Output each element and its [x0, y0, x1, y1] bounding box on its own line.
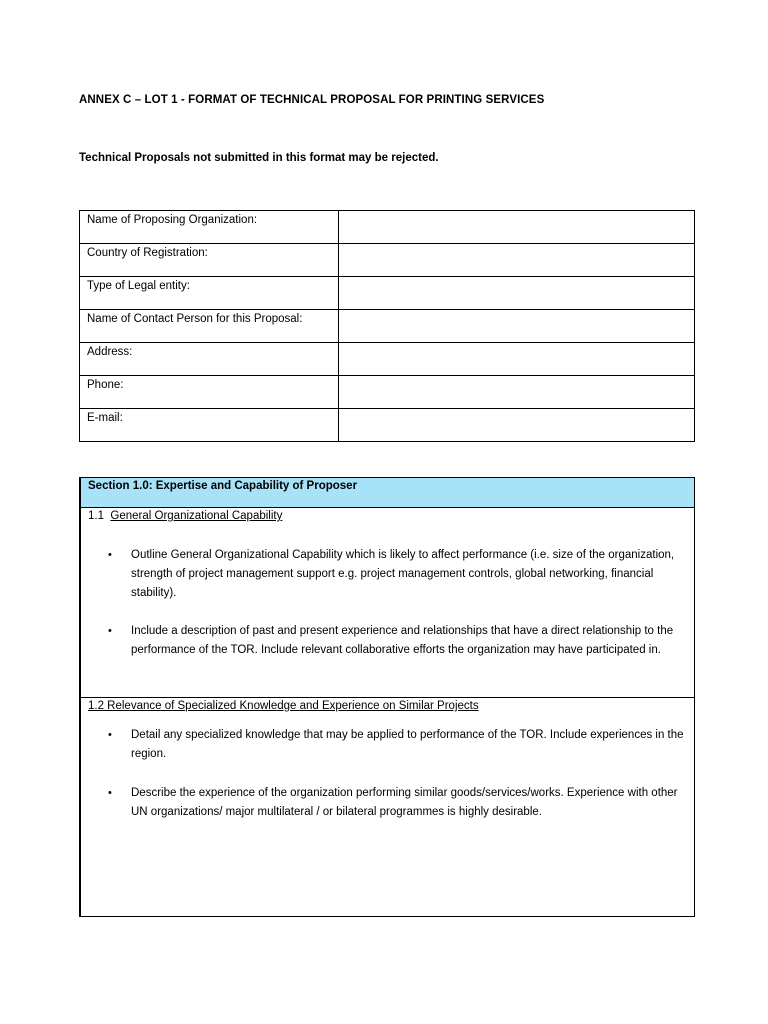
field-label-address: Address:: [80, 343, 339, 376]
document-title: ANNEX C – LOT 1 - FORMAT OF TECHNICAL PROPOSAL FOR PRINTING SERVICES: [79, 94, 545, 106]
table-row: [80, 343, 695, 376]
list-item: • Detail any specialized knowledge that may be applied to performance of the TOR. Include experiences in the region.: [81, 726, 694, 764]
specialized-knowledge-subsection: [81, 698, 694, 818]
field-label-email: E-mail:: [80, 409, 339, 442]
subsection-title: General Organizational Capability: [110, 510, 283, 522]
field-label-contact-person: Name of Contact Person for this Proposal:: [80, 310, 339, 343]
subsection-number: 1.1: [88, 510, 104, 522]
phone-field[interactable]: [339, 376, 694, 404]
list-item: • Include a description of past and present experience and relationships that have a direct relationship to the performance of the TOR. Include relevant collaborative efforts the organization may have participated in.: [81, 622, 694, 660]
knowledge-bullet-list: [81, 726, 694, 764]
list-item: • Outline General Organizational Capability which is likely to affect performance (i.e. size of the organization, strength of project management support e.g. project management controls, global networking, financial stability).: [81, 546, 694, 603]
organization-info-table: [79, 210, 695, 442]
organization-name-field[interactable]: [339, 211, 694, 239]
field-label-legal-entity: Type of Legal entity:: [80, 277, 339, 310]
email-field[interactable]: [339, 409, 694, 437]
section-heading: Section 1.0: Expertise and Capability of Proposer: [81, 478, 694, 508]
table-row: [80, 211, 695, 244]
capability-bullet-list-2: [81, 622, 694, 660]
knowledge-bullet-list-2: [81, 784, 694, 822]
table-row: [80, 409, 695, 442]
country-field[interactable]: [339, 244, 694, 272]
list-item: • Describe the experience of the organization performing similar goods/services/works. Experience with other UN organizations/ major multilateral / or bilateral programmes is highly desirable.: [81, 784, 694, 822]
field-label-phone: Phone:: [80, 376, 339, 409]
general-capability-subsection: [81, 508, 694, 698]
table-row: [80, 244, 695, 277]
field-label-country: Country of Registration:: [80, 244, 339, 277]
address-field[interactable]: [339, 343, 694, 371]
table-row: [80, 277, 695, 310]
table-row: [80, 310, 695, 343]
table-row: [80, 376, 695, 409]
legal-entity-field[interactable]: [339, 277, 694, 305]
field-label-organization: Name of Proposing Organization:: [80, 211, 339, 244]
bullet-icon: •: [108, 549, 112, 561]
capability-bullet-list: [81, 546, 694, 603]
bullet-icon: •: [108, 787, 112, 799]
expertise-section-box: [79, 477, 695, 917]
subsection-title: 1.2 Relevance of Specialized Knowledge and Experience on Similar Projects: [88, 700, 479, 712]
bullet-icon: •: [108, 729, 112, 741]
format-warning-note: Technical Proposals not submitted in this format may be rejected.: [79, 152, 439, 164]
bullet-icon: •: [108, 625, 112, 637]
contact-person-field[interactable]: [339, 310, 694, 338]
